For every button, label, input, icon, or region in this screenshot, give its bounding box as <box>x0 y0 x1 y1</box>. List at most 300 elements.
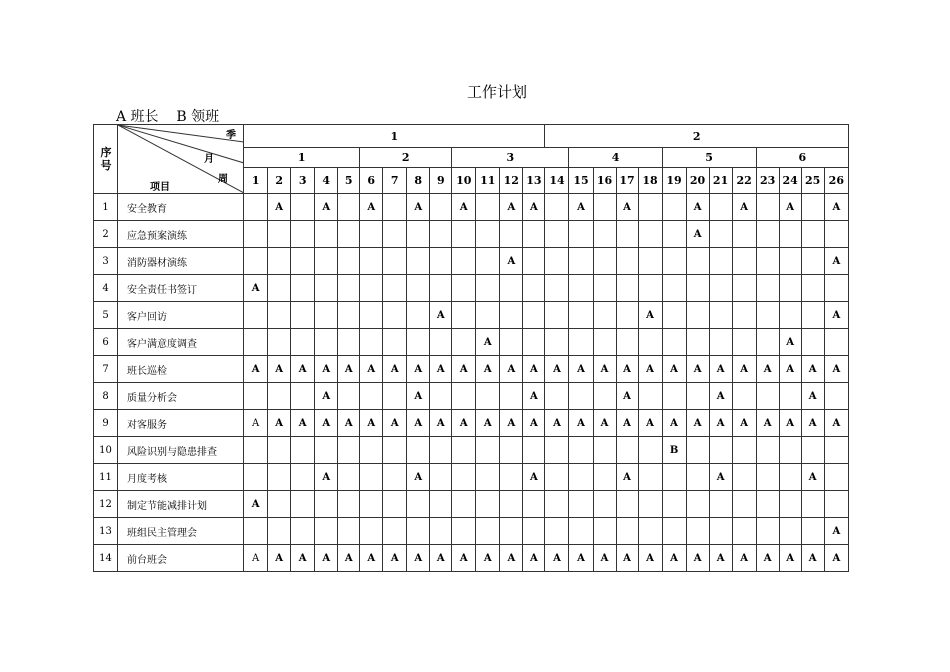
schedule-cell <box>569 437 593 464</box>
schedule-cell <box>291 194 315 221</box>
schedule-cell <box>360 437 383 464</box>
table-row <box>94 545 849 572</box>
schedule-cell <box>616 248 638 275</box>
table-row <box>94 248 849 275</box>
schedule-cell <box>268 221 291 248</box>
schedule-cell: A <box>407 194 430 221</box>
schedule-cell: A <box>407 464 430 491</box>
schedule-cell <box>268 518 291 545</box>
schedule-cell: A <box>407 356 430 383</box>
table-row <box>94 518 849 545</box>
schedule-cell: A <box>593 356 616 383</box>
month-header: 1 <box>244 148 360 168</box>
week-header: 17 <box>616 168 638 194</box>
schedule-cell <box>732 437 756 464</box>
schedule-cell <box>244 329 268 356</box>
schedule-cell <box>569 275 593 302</box>
schedule-cell <box>638 491 662 518</box>
schedule-cell <box>686 491 709 518</box>
schedule-cell: A <box>244 410 268 437</box>
schedule-cell <box>452 464 476 491</box>
schedule-cell <box>638 275 662 302</box>
schedule-cell <box>452 437 476 464</box>
row-item: 班组民主管理会 <box>118 518 244 545</box>
schedule-cell <box>360 464 383 491</box>
schedule-cell: A <box>801 545 824 572</box>
schedule-cell <box>452 248 476 275</box>
schedule-cell: A <box>430 356 452 383</box>
row-item: 月度考核 <box>118 464 244 491</box>
schedule-cell: A <box>616 356 638 383</box>
schedule-cell <box>244 383 268 410</box>
schedule-cell <box>545 302 569 329</box>
schedule-cell <box>569 329 593 356</box>
schedule-cell <box>500 437 523 464</box>
schedule-cell: A <box>523 410 545 437</box>
row-seq: 10 <box>94 437 118 464</box>
schedule-cell <box>383 221 407 248</box>
schedule-cell <box>686 329 709 356</box>
schedule-cell: A <box>801 356 824 383</box>
month-header: 2 <box>360 148 452 168</box>
schedule-cell <box>452 518 476 545</box>
schedule-cell: A <box>545 410 569 437</box>
schedule-cell <box>593 383 616 410</box>
season-header-row <box>94 125 849 148</box>
schedule-cell <box>662 518 686 545</box>
schedule-cell <box>779 383 801 410</box>
schedule-cell <box>476 248 500 275</box>
schedule-cell <box>709 491 732 518</box>
schedule-cell <box>430 518 452 545</box>
schedule-cell: A <box>500 194 523 221</box>
week-header: 2 <box>268 168 291 194</box>
schedule-cell: A <box>616 545 638 572</box>
schedule-cell: A <box>523 194 545 221</box>
schedule-cell <box>779 518 801 545</box>
schedule-cell <box>638 248 662 275</box>
schedule-cell <box>383 329 407 356</box>
schedule-cell <box>545 491 569 518</box>
schedule-cell: A <box>360 194 383 221</box>
row-seq: 4 <box>94 275 118 302</box>
schedule-cell: A <box>244 491 268 518</box>
schedule-cell <box>338 518 360 545</box>
schedule-cell <box>291 329 315 356</box>
schedule-cell: A <box>638 545 662 572</box>
schedule-cell <box>709 221 732 248</box>
schedule-cell: A <box>244 356 268 383</box>
row-seq: 11 <box>94 464 118 491</box>
schedule-cell: A <box>824 194 848 221</box>
schedule-cell <box>291 491 315 518</box>
schedule-cell <box>593 518 616 545</box>
season-axis-label: 季 <box>226 130 237 141</box>
schedule-cell <box>452 275 476 302</box>
schedule-cell <box>476 221 500 248</box>
schedule-cell <box>500 275 523 302</box>
table-row <box>94 329 849 356</box>
schedule-cell: A <box>801 464 824 491</box>
schedule-cell: A <box>476 545 500 572</box>
schedule-cell: A <box>593 545 616 572</box>
schedule-cell: A <box>824 248 848 275</box>
schedule-cell <box>779 464 801 491</box>
schedule-cell: A <box>268 356 291 383</box>
schedule-cell <box>686 383 709 410</box>
row-item: 风险识别与隐患排查 <box>118 437 244 464</box>
schedule-cell: A <box>569 410 593 437</box>
table-row <box>94 464 849 491</box>
schedule-cell <box>244 518 268 545</box>
week-header: 25 <box>801 168 824 194</box>
schedule-cell <box>500 491 523 518</box>
schedule-cell <box>545 383 569 410</box>
schedule-cell <box>756 221 779 248</box>
schedule-cell: A <box>709 356 732 383</box>
table-row <box>94 356 849 383</box>
schedule-cell: A <box>732 545 756 572</box>
schedule-cell: A <box>779 194 801 221</box>
schedule-cell: A <box>430 410 452 437</box>
schedule-cell <box>500 464 523 491</box>
week-header: 9 <box>430 168 452 194</box>
schedule-cell <box>709 248 732 275</box>
table-row <box>94 275 849 302</box>
schedule-cell <box>779 437 801 464</box>
schedule-cell <box>545 248 569 275</box>
schedule-cell: A <box>779 410 801 437</box>
schedule-cell: A <box>732 410 756 437</box>
schedule-cell: A <box>569 356 593 383</box>
schedule-cell <box>756 302 779 329</box>
week-header: 1 <box>244 168 268 194</box>
schedule-cell <box>616 329 638 356</box>
schedule-cell: A <box>686 356 709 383</box>
schedule-cell <box>662 221 686 248</box>
week-header: 16 <box>593 168 616 194</box>
month-header: 6 <box>756 148 848 168</box>
schedule-cell: A <box>779 545 801 572</box>
schedule-cell: A <box>593 410 616 437</box>
schedule-cell <box>407 221 430 248</box>
row-seq: 14 <box>94 545 118 572</box>
schedule-cell <box>779 221 801 248</box>
schedule-cell: A <box>476 329 500 356</box>
schedule-cell: A <box>779 329 801 356</box>
schedule-cell <box>616 491 638 518</box>
schedule-cell <box>732 329 756 356</box>
schedule-cell <box>383 194 407 221</box>
schedule-cell <box>430 194 452 221</box>
schedule-cell: A <box>476 356 500 383</box>
row-item: 班长巡检 <box>118 356 244 383</box>
schedule-cell <box>291 302 315 329</box>
week-header: 6 <box>360 168 383 194</box>
schedule-cell: A <box>545 545 569 572</box>
month-header: 3 <box>452 148 569 168</box>
schedule-cell <box>779 302 801 329</box>
schedule-cell <box>638 329 662 356</box>
week-header: 3 <box>291 168 315 194</box>
schedule-cell: A <box>383 545 407 572</box>
row-seq: 2 <box>94 221 118 248</box>
schedule-cell: A <box>268 410 291 437</box>
schedule-cell <box>801 329 824 356</box>
schedule-cell <box>732 464 756 491</box>
season-header: 2 <box>545 125 849 148</box>
schedule-cell <box>360 221 383 248</box>
schedule-cell: A <box>824 356 848 383</box>
schedule-cell <box>732 491 756 518</box>
schedule-cell: A <box>315 356 338 383</box>
item-axis-label: 项目 <box>150 182 171 193</box>
schedule-cell: A <box>732 356 756 383</box>
schedule-cell: A <box>523 545 545 572</box>
schedule-cell: A <box>268 545 291 572</box>
row-item: 消防器材演练 <box>118 248 244 275</box>
row-seq: 13 <box>94 518 118 545</box>
schedule-cell <box>593 464 616 491</box>
schedule-cell <box>244 248 268 275</box>
schedule-cell: A <box>360 545 383 572</box>
schedule-cell: A <box>383 356 407 383</box>
week-header: 19 <box>662 168 686 194</box>
schedule-cell <box>569 302 593 329</box>
season-header: 1 <box>244 125 545 148</box>
schedule-cell: A <box>709 545 732 572</box>
schedule-cell <box>523 302 545 329</box>
schedule-cell <box>452 491 476 518</box>
schedule-cell: A <box>360 410 383 437</box>
schedule-cell <box>383 518 407 545</box>
schedule-cell <box>523 248 545 275</box>
seq-header <box>94 125 118 194</box>
schedule-cell <box>407 248 430 275</box>
schedule-cell: A <box>315 464 338 491</box>
row-item: 客户回访 <box>118 302 244 329</box>
schedule-cell: A <box>662 545 686 572</box>
schedule-cell <box>686 464 709 491</box>
schedule-cell <box>338 275 360 302</box>
row-seq: 3 <box>94 248 118 275</box>
schedule-cell: A <box>452 545 476 572</box>
schedule-cell: A <box>338 410 360 437</box>
week-header: 7 <box>383 168 407 194</box>
seq-header-label: 序号 <box>100 146 112 172</box>
schedule-cell: A <box>315 194 338 221</box>
schedule-cell <box>545 518 569 545</box>
schedule-cell <box>593 221 616 248</box>
schedule-cell <box>268 437 291 464</box>
schedule-cell <box>338 302 360 329</box>
schedule-cell <box>523 437 545 464</box>
schedule-cell <box>383 302 407 329</box>
schedule-cell <box>244 194 268 221</box>
week-header: 4 <box>315 168 338 194</box>
schedule-cell <box>593 437 616 464</box>
schedule-cell: A <box>430 302 452 329</box>
schedule-cell <box>686 275 709 302</box>
schedule-cell: A <box>638 410 662 437</box>
schedule-cell <box>824 275 848 302</box>
schedule-cell <box>801 518 824 545</box>
row-item: 安全教育 <box>118 194 244 221</box>
schedule-cell: A <box>756 410 779 437</box>
week-header: 8 <box>407 168 430 194</box>
week-header: 18 <box>638 168 662 194</box>
schedule-cell <box>662 302 686 329</box>
row-seq: 7 <box>94 356 118 383</box>
schedule-cell <box>291 518 315 545</box>
schedule-cell <box>268 275 291 302</box>
schedule-cell <box>709 194 732 221</box>
schedule-cell <box>476 275 500 302</box>
schedule-cell: A <box>315 545 338 572</box>
schedule-cell <box>244 437 268 464</box>
schedule-cell: A <box>500 356 523 383</box>
schedule-cell <box>338 437 360 464</box>
table-row <box>94 410 849 437</box>
schedule-cell <box>500 221 523 248</box>
schedule-cell <box>686 248 709 275</box>
schedule-cell <box>476 491 500 518</box>
schedule-cell <box>569 383 593 410</box>
schedule-cell: A <box>569 545 593 572</box>
schedule-cell <box>268 329 291 356</box>
month-header: 5 <box>662 148 756 168</box>
schedule-cell <box>476 302 500 329</box>
schedule-cell <box>779 491 801 518</box>
work-plan-table <box>93 124 849 572</box>
schedule-cell: A <box>500 410 523 437</box>
row-item: 前台班会 <box>118 545 244 572</box>
schedule-cell <box>452 302 476 329</box>
schedule-cell <box>383 275 407 302</box>
schedule-cell <box>801 194 824 221</box>
schedule-cell <box>360 329 383 356</box>
schedule-cell <box>523 275 545 302</box>
schedule-cell <box>476 437 500 464</box>
schedule-cell: B <box>662 437 686 464</box>
schedule-cell <box>383 437 407 464</box>
schedule-cell: A <box>338 356 360 383</box>
schedule-cell <box>756 329 779 356</box>
schedule-cell: A <box>801 410 824 437</box>
schedule-cell: A <box>452 194 476 221</box>
schedule-cell <box>430 437 452 464</box>
schedule-cell <box>709 329 732 356</box>
schedule-cell: A <box>291 356 315 383</box>
schedule-cell <box>291 437 315 464</box>
schedule-cell: A <box>616 464 638 491</box>
schedule-cell: A <box>383 410 407 437</box>
schedule-cell: A <box>268 194 291 221</box>
schedule-cell <box>244 302 268 329</box>
schedule-cell <box>338 329 360 356</box>
schedule-cell <box>824 329 848 356</box>
week-header: 15 <box>569 168 593 194</box>
schedule-cell <box>291 275 315 302</box>
schedule-cell: A <box>662 410 686 437</box>
schedule-cell <box>662 248 686 275</box>
schedule-cell <box>709 302 732 329</box>
schedule-cell <box>569 221 593 248</box>
row-item: 客户满意度调查 <box>118 329 244 356</box>
schedule-cell: A <box>801 383 824 410</box>
schedule-cell <box>732 275 756 302</box>
week-header: 13 <box>523 168 545 194</box>
table-row <box>94 194 849 221</box>
schedule-cell <box>709 437 732 464</box>
schedule-cell <box>430 491 452 518</box>
schedule-cell <box>545 275 569 302</box>
schedule-cell <box>593 275 616 302</box>
schedule-cell: A <box>638 356 662 383</box>
schedule-cell <box>360 383 383 410</box>
schedule-cell <box>824 221 848 248</box>
schedule-cell <box>801 275 824 302</box>
schedule-cell <box>268 491 291 518</box>
week-header: 14 <box>545 168 569 194</box>
schedule-cell <box>593 302 616 329</box>
schedule-cell <box>638 194 662 221</box>
week-header: 21 <box>709 168 732 194</box>
schedule-cell <box>662 464 686 491</box>
table-row <box>94 383 849 410</box>
schedule-cell <box>452 383 476 410</box>
row-seq: 8 <box>94 383 118 410</box>
schedule-cell <box>407 302 430 329</box>
schedule-cell: A <box>779 356 801 383</box>
schedule-cell <box>291 383 315 410</box>
schedule-cell <box>569 464 593 491</box>
schedule-cell <box>291 248 315 275</box>
week-header: 26 <box>824 168 848 194</box>
schedule-cell <box>824 464 848 491</box>
schedule-cell <box>383 383 407 410</box>
schedule-cell <box>430 221 452 248</box>
schedule-cell <box>824 437 848 464</box>
schedule-cell <box>545 464 569 491</box>
schedule-cell <box>244 221 268 248</box>
schedule-cell <box>338 383 360 410</box>
schedule-cell: A <box>315 383 338 410</box>
schedule-cell <box>268 302 291 329</box>
schedule-cell <box>662 491 686 518</box>
table-row <box>94 302 849 329</box>
legend: A 班长 B 领班 <box>116 109 220 125</box>
schedule-cell <box>616 437 638 464</box>
schedule-cell <box>801 491 824 518</box>
schedule-cell <box>756 437 779 464</box>
schedule-cell: A <box>824 518 848 545</box>
week-header: 5 <box>338 168 360 194</box>
schedule-cell <box>360 248 383 275</box>
schedule-cell: A <box>291 410 315 437</box>
week-header: 12 <box>500 168 523 194</box>
schedule-cell <box>383 491 407 518</box>
schedule-cell <box>756 383 779 410</box>
schedule-cell <box>732 518 756 545</box>
schedule-cell: A <box>500 248 523 275</box>
schedule-cell: A <box>338 545 360 572</box>
schedule-cell <box>616 275 638 302</box>
schedule-cell <box>407 329 430 356</box>
schedule-cell <box>638 221 662 248</box>
schedule-cell: A <box>430 545 452 572</box>
schedule-cell <box>569 491 593 518</box>
